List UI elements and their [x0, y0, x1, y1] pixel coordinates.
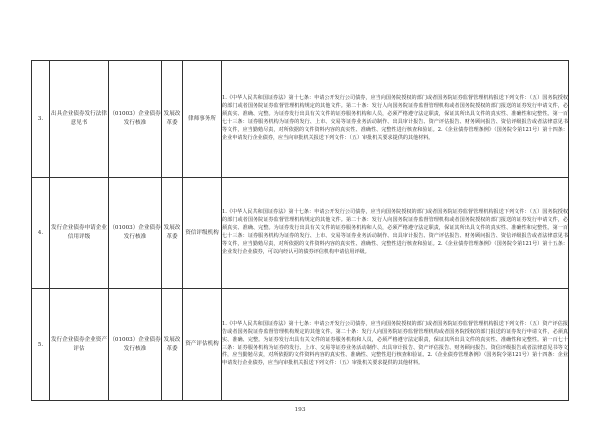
legal-basis — [222, 289, 569, 401]
legal-basis — [222, 178, 569, 289]
row-number: 4. — [32, 178, 50, 289]
table-row — [32, 61, 569, 178]
legal-basis-text: 1.《中华人民共和国证券法》第十七条：申请公开发行公司债券，应当向国务院授权的部门或者国务院证券监督管理机构报送下列文件：（五）资产评估报告或者国务院证券监督管理机构规定的其他文件。第二十条：发行人向国务院证券监督管理机构或者国务院授权的部门报送的证券发行申请文件，必须真实、准确、完整。为证券发行出具有关文件的证券服务机构和人员，必须严格遵守法定职责，保证其所出具文件的真实性、准确性和完整性。第一百七十三条：证券服务机构为证券的发行、上市、交易等证券业务活动制作、出具审计报告、资产评估报告、财务顾问报告、资信评级报告或者法律意见书等文件，应当勤勉尽责，对所依据的文件资料内容的真实性、准确性、完整性进行核查和验证。2.《企业债券管理条例》（国务院令第121号）第十四条：企业申请发行企业债券，应当向审批机关报送下列文件：（五）审批机关要求提供的其他材料。 — [222, 320, 568, 367]
legal-basis-text: 1.《中华人民共和国证券法》第十七条：申请公开发行公司债券，应当向国务院授权的部门或者国务院证券监督管理机构报送下列文件：（五）国务院授权的部门或者国务院证券监督管理机构规定的其他文件。第二十条：发行人向国务院证券监督管理机构或者国务院授权的部门报送的证券发行申请文件，必须真实、准确、完整。为证券发行出具有关文件的证券服务机构和人员，必须严格遵守法定职责，保证其所出具文件的真实性、准确性和完整性。第一百七十三条：证券服务机构为证券的发行、上市、交易等证券业务活动制作、出具审计报告、资产评估报告、财务顾问报告、资信评级报告或者法律意见书等文件，应当勤勉尽责，对所依据的文件资料内容的真实性、准确性、完整性进行核查和验证。2.《企业债券管理条例》（国务院令第121号）第十四条：企业申请发行企业债券，应当向审批机关报送下列文件：（五）审批机关要求提供的其他材料。 — [222, 95, 568, 141]
agency-type: 律师事务所 — [183, 61, 222, 178]
approval-item: （01003）企业债券发行核准 — [109, 178, 162, 289]
department: 发展改革委 — [162, 289, 183, 401]
page-number: 193 — [294, 407, 306, 413]
service-name: 发行企业债券申请企业信用评级 — [50, 178, 109, 289]
table-row — [32, 289, 569, 401]
approval-item: （01003）企业债券发行核准 — [109, 61, 162, 178]
agency-type: 资产评估机构 — [183, 289, 222, 401]
department: 发展改革委 — [162, 178, 183, 289]
agency-type: 资信评级机构 — [183, 178, 222, 289]
service-name: 发行企业债券企业资产评估 — [50, 289, 109, 401]
service-name: 出具企业债券发行法律意见书 — [50, 61, 109, 178]
table-row — [32, 178, 569, 289]
approval-item: （01003）企业债券发行核准 — [109, 289, 162, 401]
requirements-table — [31, 60, 569, 401]
row-number: 5. — [32, 289, 50, 401]
department: 发展改革委 — [162, 61, 183, 178]
row-number: 3. — [32, 61, 50, 178]
legal-basis — [222, 61, 569, 178]
legal-basis-text: 1.《中华人民共和国证券法》第十七条：申请公开发行公司债券，应当向国务院授权的部门或者国务院证券监督管理机构报送下列文件：（五）国务院授权的部门或者国务院证券监督管理机构规定的其他文件。第二十条：发行人向国务院证券监督管理机构或者国务院授权的部门报送的证券发行申请文件，必须真实、准确、完整。为证券发行出具有关文件的证券服务机构和人员，必须严格遵守法定职责，保证其所出具文件的真实性、准确性和完整性。第一百七十三条：证券服务机构为证券的发行、上市、交易等证券业务活动制作、出具审计报告、资产评估报告、财务顾问报告、资信评级报告或者法律意见书等文件，应当勤勉尽责，对所依据的文件资料内容的真实性、准确性、完整性进行核查和验证。2.《企业债券管理条例》（国务院令第121号）第十五条：企业发行企业债券，可以向经认可的债券评信机构申请信用评级。 — [222, 209, 568, 255]
